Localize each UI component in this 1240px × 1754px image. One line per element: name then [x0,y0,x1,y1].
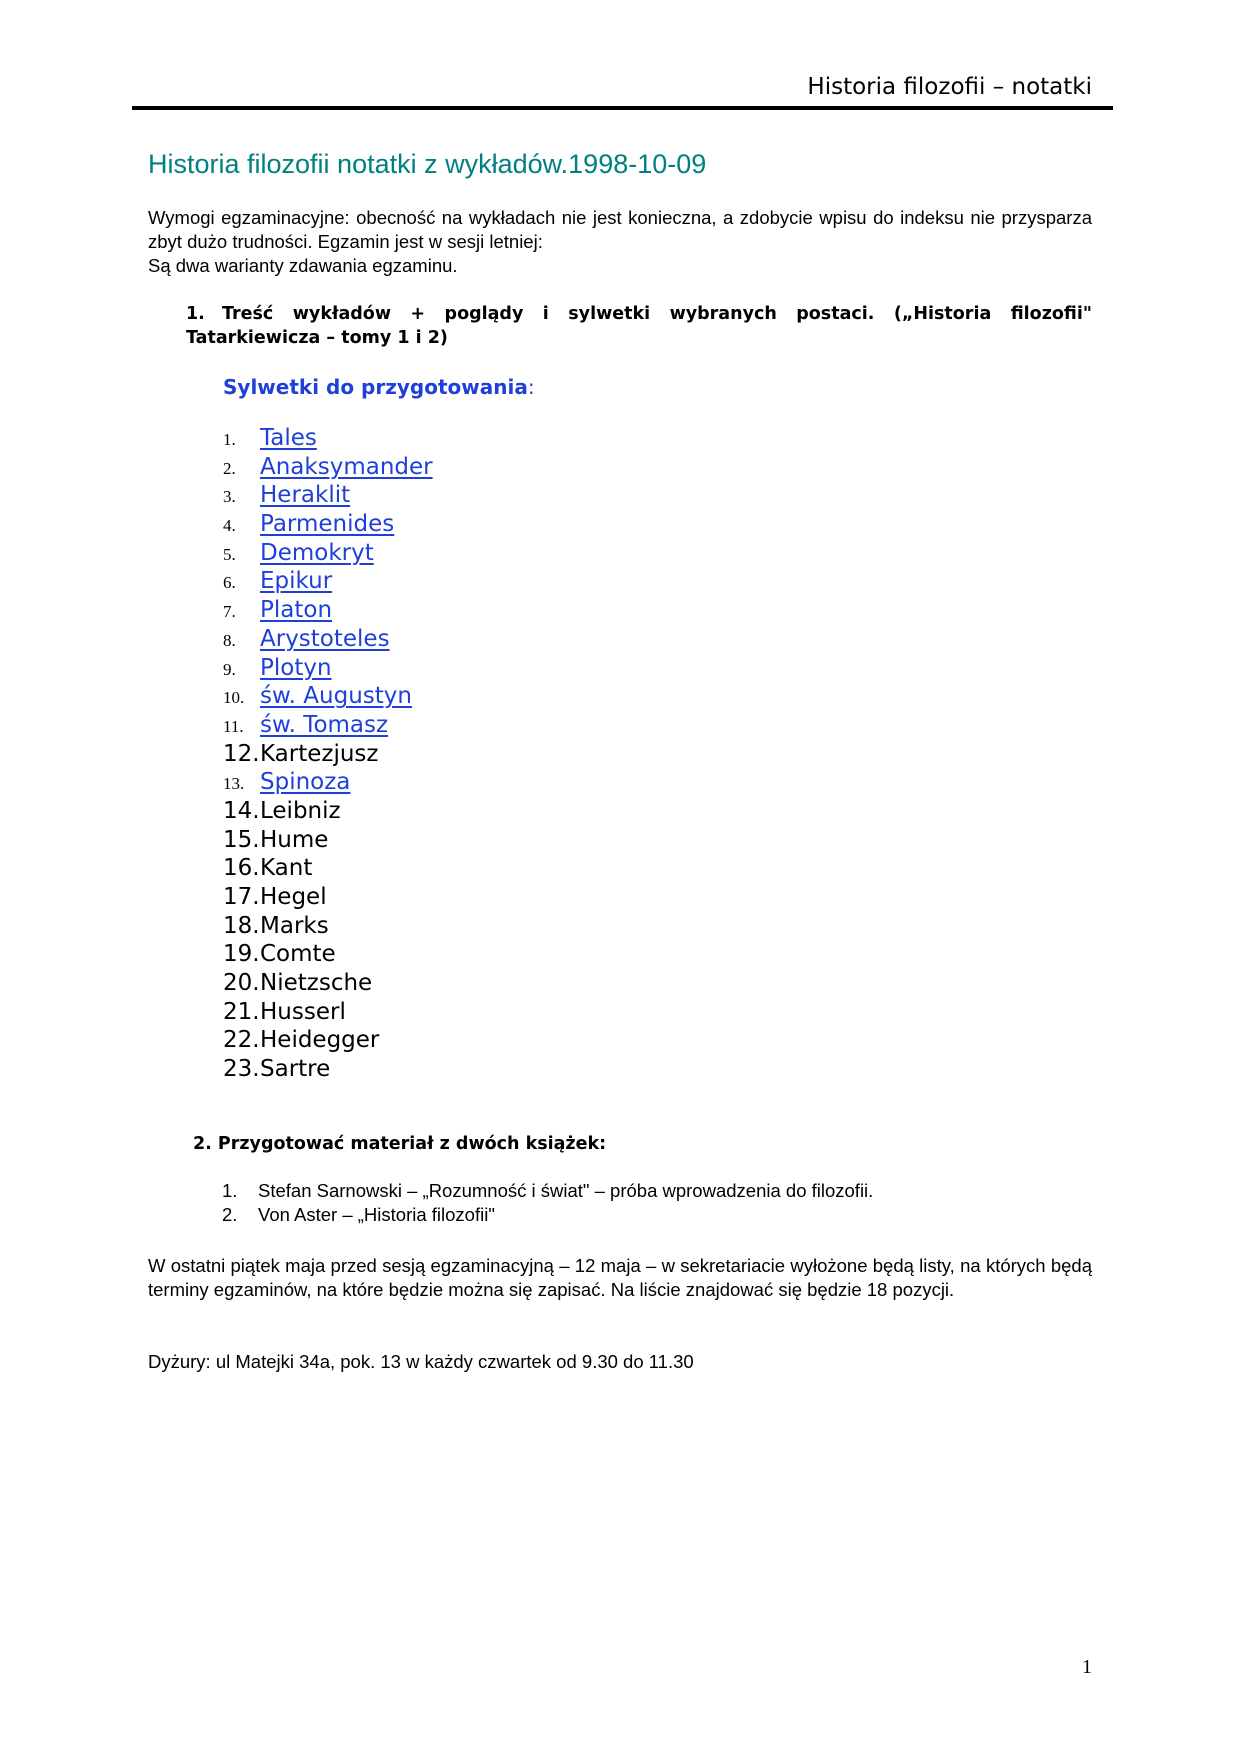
figure-number: 20. [223,970,260,997]
figure-number: 18. [223,912,260,939]
figure-item [223,683,433,712]
header-rule [132,106,1113,110]
books-list [222,1180,873,1228]
figure-item [223,626,433,655]
figure-number: 8. [223,630,236,650]
figure-number: 21. [223,998,260,1025]
figure-name: Marks [260,912,329,939]
figure-item [223,999,433,1028]
figure-item [223,855,433,884]
book-text: Stefan Sarnowski – „Rozumność i świat" – próba wprowadzenia do filozofii. [258,1180,874,1201]
figure-item [223,482,433,511]
figure-item [223,741,433,770]
figures-heading-colon: : [527,375,535,399]
figure-item [223,540,433,569]
point-1-number: 1. [186,304,205,324]
figure-number: 15. [223,826,260,853]
figure-number: 11. [223,716,244,736]
exam-paragraph-text: W ostatni piątek maja przed sesją egzaminacyjną – 12 maja – w sekretariacie wyłożone będą listy, na których będą terminy egzaminów, na które będzie można się zapisać. Na liście znajdować się będzie 18 pozycji. [148,1255,1092,1300]
figure-link[interactable]: Parmenides [260,511,395,538]
page-number: 1 [1082,1656,1092,1678]
figure-item [223,425,433,454]
document-title: Historia filozofii notatki z wykładów.1998-10-09 [148,149,707,179]
figure-number: 6. [223,573,236,593]
duty-paragraph-text: Dyżury: ul Matejki 34a, pok. 13 w każdy czwartek od 9.30 do 11.30 [148,1351,694,1372]
page-header: Historia filozofii – notatki [807,74,1092,100]
figure-name: Nietzsche [260,970,373,997]
figures-heading-text: Sylwetki do przygotowania [223,375,528,399]
figure-link[interactable]: Epikur [260,568,333,595]
figure-link[interactable]: św. Tomasz [260,711,389,738]
figure-item [223,827,433,856]
book-item [222,1180,873,1204]
figure-number: 7. [223,602,236,622]
figure-item [223,712,433,741]
figure-link[interactable]: św. Augustyn [260,683,412,710]
book-item [222,1204,873,1228]
figure-item [223,1056,433,1085]
figure-name: Kartezjusz [260,740,379,767]
figure-link[interactable]: Demokryt [260,539,374,566]
figure-number: 2. [223,458,236,478]
figure-number: 22. [223,1027,260,1054]
point-1-text: Treść wykładów + poglądy i sylwetki wybranych postaci. („Historia filozofii" Tatarkiewicza – tomy 1 i 2) [186,304,1092,348]
figure-item [223,970,433,999]
figure-item [223,769,433,798]
figure-link[interactable]: Platon [260,597,333,624]
figure-name: Heidegger [260,1027,380,1054]
figure-item [223,941,433,970]
figure-number: 1. [223,430,236,449]
figure-item [223,913,433,942]
point-2: 2. Przygotować materiał z dwóch książek: [193,1134,607,1154]
exam-paragraph [148,1254,1092,1302]
figure-name: Kant [260,855,313,882]
figure-name: Comte [260,941,336,968]
figure-number: 17. [223,884,260,910]
figure-item [223,597,433,626]
figure-item [223,1027,433,1056]
figure-item [223,655,433,684]
figure-number: 4. [223,516,236,536]
point-1 [186,302,1092,350]
figure-item [223,511,433,540]
figure-number: 9. [223,659,236,679]
figure-number: 12. [223,740,260,767]
book-text: Von Aster – „Historia filozofii" [258,1204,495,1225]
intro-variants: Są dwa warianty zdawania egzaminu. [148,255,458,276]
figure-number: 16. [223,855,260,882]
intro-section [148,206,1092,278]
figure-link[interactable]: Anaksymander [260,453,433,480]
figure-link[interactable]: Arystoteles [260,625,390,652]
figures-list [223,425,433,1085]
book-number: 2. [222,1204,238,1225]
figure-item [223,568,433,597]
book-number: 1. [222,1180,238,1201]
figure-number: 14. [223,797,260,824]
figure-item [223,454,433,483]
figure-name: Hume [260,826,329,853]
figure-name: Husserl [260,998,346,1025]
figure-link[interactable]: Spinoza [260,769,351,796]
duty-paragraph [148,1350,1092,1374]
figures-heading [223,375,535,399]
figure-item [223,798,433,827]
intro-paragraph: Wymogi egzaminacyjne: obecność na wykładach nie jest konieczna, a zdobycie wpisu do indeksu nie przysparza zbyt dużo trudności. Egzamin jest w sesji letniej: [148,207,1092,252]
figure-number: 13. [223,774,245,794]
figure-name: Hegel [260,884,327,910]
figure-link[interactable]: Heraklit [260,482,351,509]
figure-link[interactable]: Tales [260,425,317,451]
figure-number: 23. [223,1056,260,1083]
figure-number: 10. [223,688,245,708]
figure-link[interactable]: Plotyn [260,654,332,681]
figure-name: Leibniz [260,797,341,824]
figure-name: Sartre [260,1056,331,1083]
figure-number: 5. [223,544,236,564]
figure-number: 3. [223,487,236,507]
figure-item [223,884,433,913]
figure-number: 19. [223,941,260,968]
